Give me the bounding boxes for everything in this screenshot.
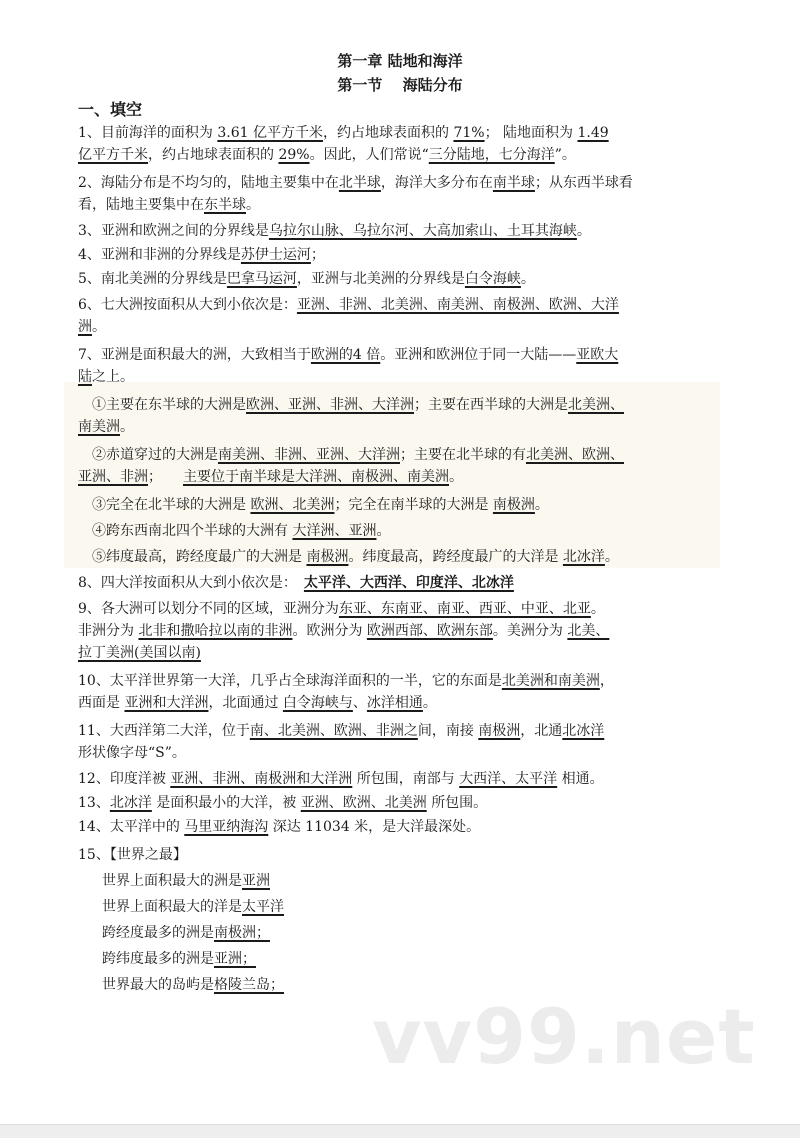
- watermark: vv99.net: [372, 992, 756, 1081]
- answer: 苏伊士运河: [240, 247, 311, 263]
- answer: 冰洋相通: [366, 695, 423, 711]
- answer: 亚欧大: [576, 347, 619, 363]
- answer: 洲: [78, 319, 92, 335]
- q8-line: 8、四大洋按面积从大到小依次是： 太平洋、大西洋、印度洋、北冰洋: [78, 575, 514, 591]
- q15-heading: 15、【世界之最】: [78, 847, 187, 863]
- answer: 巴拿马运河: [226, 271, 297, 287]
- s2-line1: ②赤道穿过的大洲是南美洲、非洲、亚洲、大洋洲；主要在北半球的有北美洲、欧洲、: [92, 447, 624, 463]
- s5-line: ⑤纬度最高，跨经度最广的大洲是 南极洲。纬度最高，跨经度最广的大洋是 北冰洋。: [92, 549, 619, 565]
- answer: 亚洲、欧洲、北美洲: [300, 795, 427, 811]
- answer: 亚洲、非洲: [78, 469, 148, 485]
- answer: 北美、: [567, 623, 610, 639]
- answer: 大西洋、太平洋: [459, 771, 558, 787]
- q14-line: 14、太平洋中的 马里亚纳海沟 深达 11034 米，是大洋最深处。: [78, 819, 481, 835]
- q3-line: 3、亚洲和欧洲之间的分界线是乌拉尔山脉、乌拉尔河、大高加索山、土耳其海峡。: [78, 223, 591, 239]
- answer: 欧洲、亚洲、非洲、大洋洲: [246, 397, 414, 413]
- q13-line: 13、北冰洋 是面积最小的大洋，被 亚洲、欧洲、北美洲 所包围。: [78, 795, 488, 811]
- answer: 3.61 亿平方千米: [217, 125, 323, 141]
- answer: 北美洲和南美洲: [501, 673, 600, 689]
- answer: 拉丁美洲(美国以南): [78, 645, 201, 661]
- page-bottom-bar: [0, 1124, 800, 1138]
- answer: 太平洋、大西洋、印度洋、北冰洋: [303, 575, 514, 591]
- answer: 南极洲；: [214, 925, 270, 941]
- q10-line2: 西面是 亚洲和大洋洲，北面通过 白令海峡与、冰洋相通。: [78, 695, 437, 711]
- answer: 三分陆地，七分海洋: [428, 147, 555, 163]
- q12-line: 12、印度洋被 亚洲、非洲、南极洲和大洋洲 所包围，南部与 大西洋、太平洋 相通。: [78, 771, 604, 787]
- q2-line1: 2、海陆分布是不均匀的，陆地主要集中在北半球，海洋大多分布在南半球；从东西半球看: [78, 175, 633, 191]
- answer: 亚洲: [242, 873, 270, 889]
- q11-line1: 11、大西洋第二大洋，位于南、北美洲、欧洲、非洲之间，南接 南极洲，北通北冰洋: [78, 723, 605, 739]
- world-most-1: 世界上面积最大的洲是亚洲: [102, 873, 270, 889]
- s3-line: ③完全在北半球的大洲是 欧洲、北美洲；完全在南半球的大洲是 南极洲。: [92, 497, 549, 513]
- section-title: 第一节 海陆分布: [337, 76, 463, 94]
- world-most-4: 跨纬度最多的洲是亚洲；: [102, 951, 256, 967]
- q9-line3: [78, 642, 201, 664]
- answer: 马里亚纳海沟: [184, 819, 269, 835]
- answer: 南极洲: [478, 723, 521, 739]
- answer: 南、北美洲、欧洲、非洲之: [249, 723, 418, 739]
- answer: 1.49: [577, 125, 609, 141]
- answer: 白令海峡与: [282, 695, 353, 711]
- chapter-title: 第一章 陆地和海洋: [337, 52, 463, 70]
- answer: 欧洲、北美洲: [250, 497, 335, 513]
- answer: 北冰洋: [562, 723, 605, 739]
- q5-line: 5、南北美洲的分界线是巴拿马运河，亚洲与北美洲的分界线是白令海峡。: [78, 271, 535, 287]
- s2-line2: 亚洲、非洲； 主要位于南半球是大洋洲、南极洲、南美洲。: [78, 469, 463, 485]
- answer: 主要位于南半球是大洋洲、南极洲、南美洲: [183, 469, 449, 485]
- q2-line2: 看，陆地主要集中在东半球。: [78, 197, 260, 213]
- answer: 乌拉尔山脉、乌拉尔河、大高加索山、土耳其海峡: [268, 223, 577, 239]
- answer: 北冰洋: [562, 549, 605, 565]
- q1-line2: 亿平方千米，约占地球表面积的 29%。因此，人们常说“三分陆地，七分海洋”。: [78, 147, 576, 163]
- q7-line2: 陆之上。: [78, 369, 134, 385]
- s4-line: ④跨东西南北四个半球的大洲有 大洋洲、亚洲。: [92, 523, 391, 539]
- answer: 北冰洋: [109, 795, 152, 811]
- answer: 格陵兰岛；: [214, 977, 284, 993]
- answer: 大洋洲、亚洲: [292, 523, 377, 539]
- answer: 南美洲、非洲、亚洲、大洋洲: [218, 447, 400, 463]
- answer: 亚洲、非洲、南极洲和大洋洲: [170, 771, 353, 787]
- answer: 北非和撒哈拉以南的非洲: [138, 623, 293, 639]
- answer: 亚洲；: [214, 951, 256, 967]
- fill-blank-heading: 一、填空: [78, 100, 143, 119]
- s1-line2: 南美洲。: [78, 419, 134, 435]
- answer: 南极洲: [306, 549, 349, 565]
- q4-line: 4、亚洲和非洲的分界线是苏伊士运河；: [78, 247, 325, 263]
- q11-line2: 形状像字母“S”。: [78, 745, 186, 761]
- answer: 太平洋: [242, 899, 284, 915]
- q9-line2: 非洲分为 北非和撒哈拉以南的非洲。欧洲分为 欧洲西部、欧洲东部。美洲分为 北美、: [78, 623, 610, 639]
- answer: 亚洲、非洲、北美洲、南美洲、南极洲、欧洲、大洋: [296, 297, 619, 313]
- answer: 北半球: [338, 175, 381, 191]
- answer: 东半球: [204, 197, 246, 213]
- world-most-2: 世界上面积最大的洋是太平洋: [102, 899, 284, 915]
- q10-line1: 10、太平洋世界第一大洋，几乎占全球海洋面积的一半，它的东面是北美洲和南美洲，: [78, 673, 614, 689]
- answer: 陆: [78, 369, 92, 385]
- world-most-3: 跨经度最多的洲是南极洲；: [102, 925, 270, 941]
- answer: 亿平方千米: [78, 147, 148, 163]
- s1-line1: ①主要在东半球的大洲是欧洲、亚洲、非洲、大洋洲；主要在西半球的大洲是北美洲、: [92, 397, 624, 413]
- answer: 东亚、东南亚、南亚、西亚、中亚、北亚: [338, 601, 591, 617]
- world-most-5: 世界最大的岛屿是格陵兰岛；: [102, 977, 284, 993]
- q6-line1: 6、七大洲按面积从大到小依次是：亚洲、非洲、北美洲、南美洲、南极洲、欧洲、大洋: [78, 297, 619, 313]
- answer: 北美洲、: [568, 397, 624, 413]
- q9-line1: 9、各大洲可以划分不同的区域，亚洲分为东亚、东南亚、南亚、西亚、中亚、北亚。: [78, 601, 605, 617]
- answer: 29%: [278, 147, 310, 163]
- answer: 白令海峡: [464, 271, 521, 287]
- answer: 欧洲的4 倍: [310, 347, 381, 363]
- q1-line1: 1、目前海洋的面积为 3.61 亿平方千米，约占地球表面积的 71%； 陆地面积为 1.49: [78, 125, 609, 141]
- answer: 北美洲、欧洲、: [526, 447, 624, 463]
- q6-line2: 洲。: [78, 319, 106, 335]
- answer: 南半球: [492, 175, 535, 191]
- q7-line1: 7、亚洲是面积最大的洲，大致相当于欧洲的4 倍。亚洲和欧洲位于同一大陆——亚欧大: [78, 347, 619, 363]
- answer: 71%: [453, 125, 485, 141]
- answer: 南美洲: [78, 419, 120, 435]
- answer: 亚洲和大洋洲: [124, 695, 209, 711]
- answer: 欧洲西部、欧洲东部: [366, 623, 493, 639]
- answer: 南极洲: [492, 497, 535, 513]
